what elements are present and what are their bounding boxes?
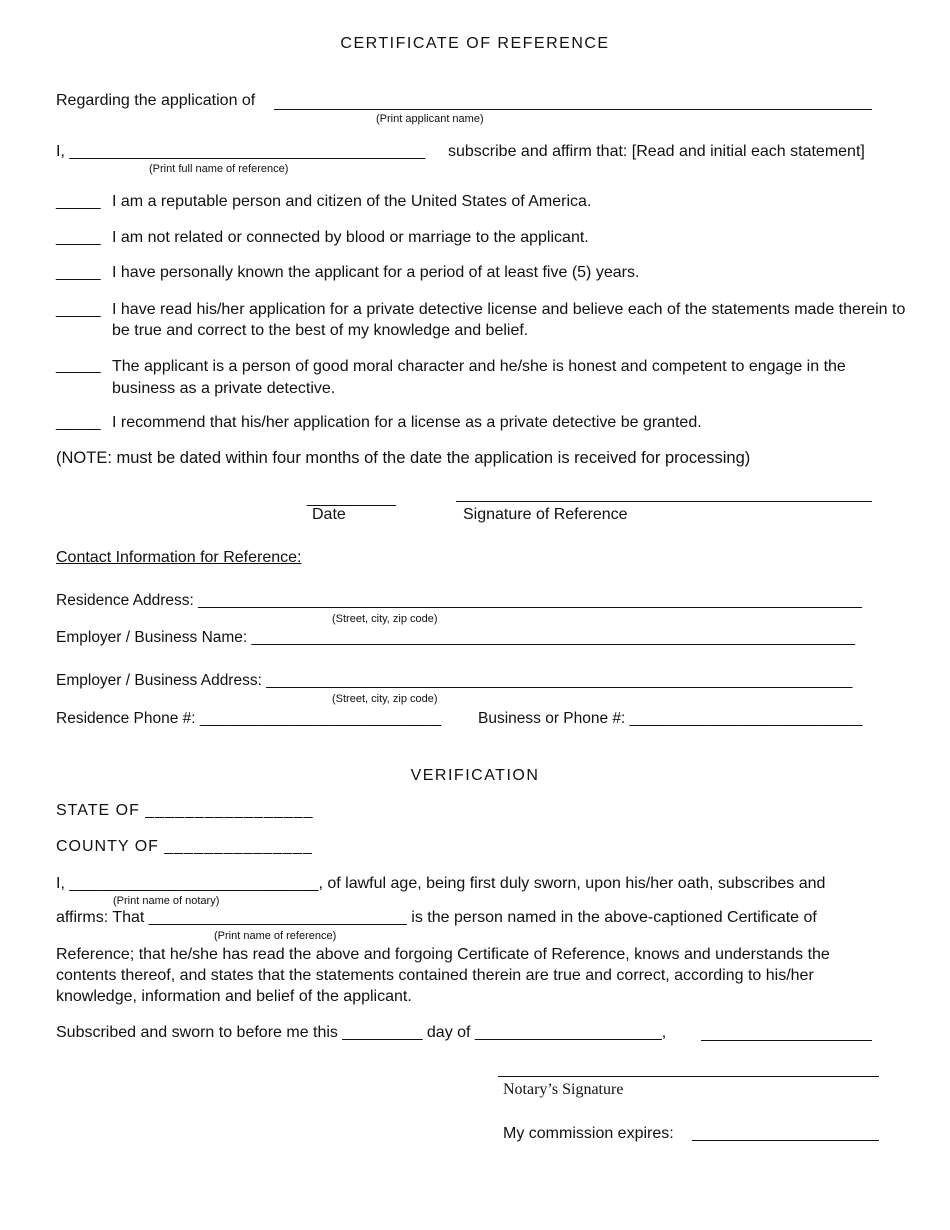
- affirmed-reference-line[interactable]: affirms: That _____________________________ is the person named in the above-captioned Certificate of: [56, 909, 817, 926]
- reference-name-hint: (Print name of reference): [214, 930, 337, 942]
- statement-text: I have read his/her application for a private detective license and believe each of the statements made therein to be true and correct to the best of my knowledge and belief.: [112, 301, 906, 339]
- employer-address-field[interactable]: Employer / Business Address: ____________________________________________________________________: [56, 672, 853, 689]
- list-item: [56, 228, 906, 250]
- notary-name-hint: (Print name of notary): [113, 895, 220, 907]
- residence-address-field[interactable]: Residence Address: _____________________________________________________________________________: [56, 592, 862, 609]
- reference-hint: (Print full name of reference): [149, 163, 289, 175]
- initial-blank[interactable]: _____: [56, 414, 101, 431]
- statement-text: I am not related or connected by blood or marriage to the applicant.: [112, 229, 589, 246]
- page-title: CERTIFICATE OF REFERENCE: [340, 35, 610, 52]
- statement-text: I have personally known the applicant for a period of at least five (5) years.: [112, 264, 640, 281]
- employer-name-field[interactable]: Employer / Business Name: ______________________________________________________________________: [56, 629, 855, 646]
- employer-address-hint: (Street, city, zip code): [332, 693, 438, 705]
- residence-address-hint: (Street, city, zip code): [332, 613, 438, 625]
- verification-heading: VERIFICATION: [410, 767, 540, 784]
- contact-heading: Contact Information for Reference:: [56, 549, 302, 566]
- notary-signature-label: Notary’s Signature: [503, 1081, 624, 1098]
- affirm-text: subscribe and affirm that: [Read and initial each statement]: [448, 143, 865, 160]
- statement-text: I recommend that his/her application for a license as a private detective be granted.: [112, 414, 702, 431]
- initial-blank[interactable]: _____: [56, 193, 101, 210]
- list-item: [56, 413, 906, 435]
- list-item: [56, 263, 906, 285]
- commission-date-field[interactable]: [692, 1140, 879, 1141]
- applicant-hint: (Print applicant name): [376, 113, 484, 125]
- statement-text: I am a reputable person and citizen of the United States of America.: [112, 193, 592, 210]
- residence-phone-field[interactable]: Residence Phone #: ____________________________: [56, 710, 442, 727]
- initial-blank[interactable]: _____: [56, 301, 101, 318]
- list-item: [56, 356, 906, 400]
- notary-signature-field[interactable]: [498, 1076, 879, 1077]
- reference-signature-field[interactable]: [456, 501, 872, 502]
- date-label: Date: [312, 506, 346, 523]
- initial-blank[interactable]: _____: [56, 264, 101, 281]
- list-item: [56, 299, 906, 343]
- date-field[interactable]: __________: [307, 490, 396, 507]
- list-item: [56, 192, 906, 214]
- initial-blank[interactable]: _____: [56, 229, 101, 246]
- initial-blank[interactable]: _____: [56, 357, 101, 374]
- applicant-label: Regarding the application of: [56, 92, 256, 109]
- applicant-name-field[interactable]: [274, 109, 872, 110]
- sworn-year-field[interactable]: [701, 1040, 872, 1041]
- reference-name-field[interactable]: I, ________________________________________: [56, 143, 426, 160]
- note-text: (NOTE: must be dated within four months of the date the application is received for processing): [56, 449, 751, 467]
- signature-label: Signature of Reference: [463, 506, 628, 523]
- sworn-date-line[interactable]: Subscribed and sworn to before me this _________ day of _____________________,: [56, 1024, 667, 1041]
- state-field[interactable]: STATE OF _________________: [56, 802, 314, 819]
- verification-body: Reference; that he/she has read the above and forgoing Certificate of Reference, knows and understands the contents thereof, and states that the statements contained therein are true and correct, according to his/her knowledge, information and belief of the applicant.: [56, 946, 830, 1005]
- notary-name-line[interactable]: I, ____________________________, of lawful age, being first duly sworn, upon his/her oath, subscribes and: [56, 875, 826, 892]
- business-phone-field[interactable]: Business or Phone #: ___________________________: [478, 710, 863, 727]
- statement-text: The applicant is a person of good moral character and he/she is honest and competent to engage in the business as a private detective.: [112, 358, 846, 397]
- commission-label: My commission expires:: [503, 1125, 674, 1142]
- county-field[interactable]: COUNTY OF _______________: [56, 838, 313, 855]
